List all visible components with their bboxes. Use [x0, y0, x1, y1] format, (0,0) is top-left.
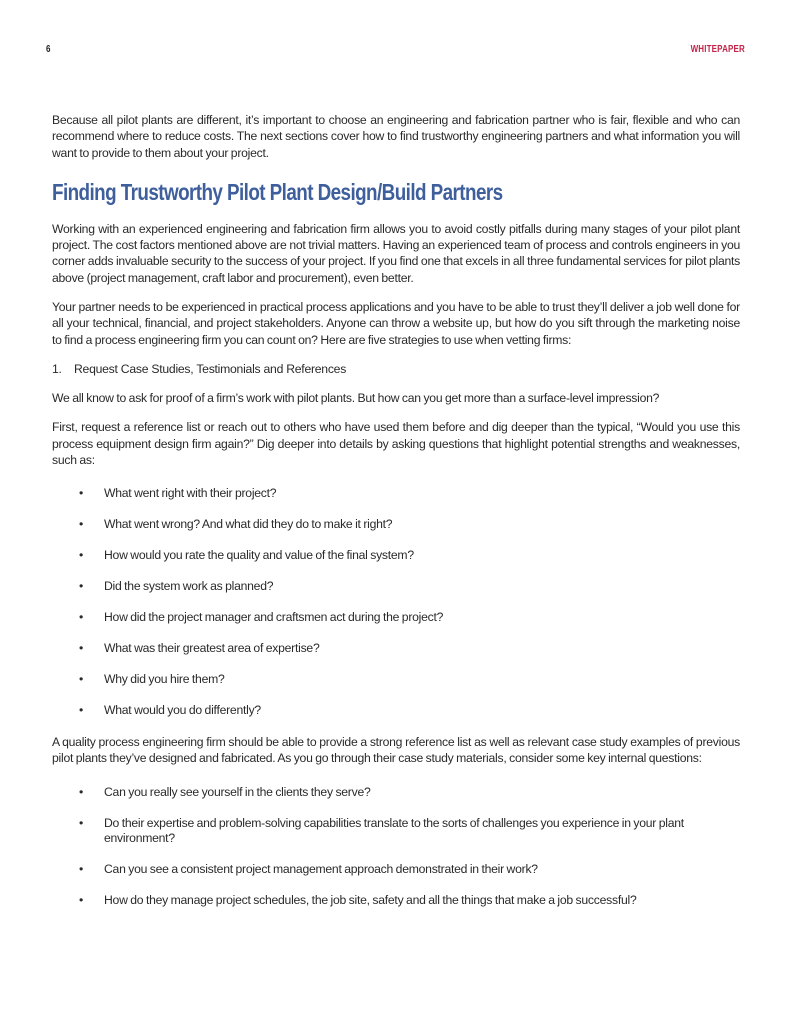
list-item-text: How did the project manager and craftsmen act during the project? [104, 610, 444, 625]
bullet-icon: • [79, 579, 84, 594]
list-item-text: How do they manage project schedules, the job site, safety and all the things that make a job successful? [104, 893, 637, 908]
bullet-icon: • [79, 703, 84, 718]
intro-paragraph: Because all pilot plants are different, it’s important to choose an engineering and fabrication partner who is fair, flexible and who can recommend where to reduce costs. The next sections cover how to find trustworthy engineering partners and what information you will want to provide to them about your project. [52, 113, 740, 160]
bullet-icon: • [79, 517, 84, 532]
numbered-item-number: 1. [52, 361, 62, 376]
list-item [52, 672, 740, 688]
list-item [52, 548, 740, 564]
body-paragraph: A quality process engineering firm should be able to provide a strong reference list as well as relevant case study examples of previous pilot plants they’ve designed and fabricated. As you go through their case study materials, consider some key internal questions: [52, 735, 740, 766]
bullet-icon: • [79, 610, 84, 625]
list-item [52, 703, 740, 719]
list-item [52, 641, 740, 657]
list-item [52, 862, 740, 878]
internal-questions-list [52, 785, 740, 909]
list-item [52, 893, 740, 909]
body-paragraph: Working with an experienced engineering and fabrication firm allows you to avoid costly pitfalls during many stages of your pilot plant project. The cost factors mentioned above are not trivial matters. Having an experienced team of process and controls engineers in you corner adds invaluable security to the success of your project. If you find one that excels in all three fundamental services for pilot plants above (project management, craft labor and procurement), even better. [52, 221, 740, 285]
bullet-icon: • [79, 548, 84, 563]
bullet-icon: • [79, 641, 84, 656]
list-item-text: Can you really see yourself in the clients they serve? [104, 784, 371, 799]
list-item-text: What went right with their project? [104, 486, 277, 501]
document-type-label: WHITEPAPER [690, 44, 745, 55]
list-item-text: What was their greatest area of expertise? [104, 641, 320, 656]
list-item-text: What would you do differently? [104, 703, 261, 718]
bullet-icon: • [79, 862, 84, 877]
numbered-item-text: Request Case Studies, Testimonials and References [74, 361, 347, 376]
list-item-text: What went wrong? And what did they do to make it right? [104, 517, 393, 532]
bullet-icon: • [79, 815, 84, 830]
bullet-icon: • [79, 672, 84, 687]
body-paragraph: First, request a reference list or reach out to others who have used them before and dig deeper than the typical, “Would you use this process equipment design firm again?” Dig deeper into details by asking questions that highlight potential strengths and weaknesses, such as: [52, 420, 740, 467]
list-item-text: How would you rate the quality and value of the final system? [104, 548, 414, 563]
body-paragraph: We all know to ask for proof of a firm’s work with pilot plants. But how can you get more than a surface-level impression? [52, 390, 660, 405]
list-item [52, 517, 740, 533]
body-paragraph: Your partner needs to be experienced in practical process applications and you have to be able to trust they’ll deliver a job well done for all your technical, financial, and project stakeholders. Anyone can throw a website up, but how do you sift through the marketing noise to find a process engineering firm you can count on? Here are five strategies to use when vetting firms: [52, 300, 740, 347]
list-item-text: Do their expertise and problem-solving capabilities translate to the sorts of challenges you experience in your plant environment? [104, 815, 684, 846]
list-item-text: Did the system work as planned? [104, 579, 274, 594]
list-item-text: Why did you hire them? [104, 672, 225, 687]
question-list [52, 486, 740, 719]
page-number: 6 [46, 44, 51, 55]
list-item [52, 816, 740, 847]
list-item-text: Can you see a consistent project management approach demonstrated in their work? [104, 862, 538, 877]
numbered-item [52, 361, 740, 377]
list-item [52, 486, 740, 502]
page-content [52, 112, 740, 924]
bullet-icon: • [79, 893, 84, 908]
bullet-icon: • [79, 486, 84, 501]
list-item [52, 785, 740, 801]
bullet-icon: • [79, 784, 84, 799]
list-item [52, 579, 740, 595]
list-item [52, 610, 740, 626]
section-heading: Finding Trustworthy Pilot Plant Design/Build Partners [52, 178, 503, 205]
